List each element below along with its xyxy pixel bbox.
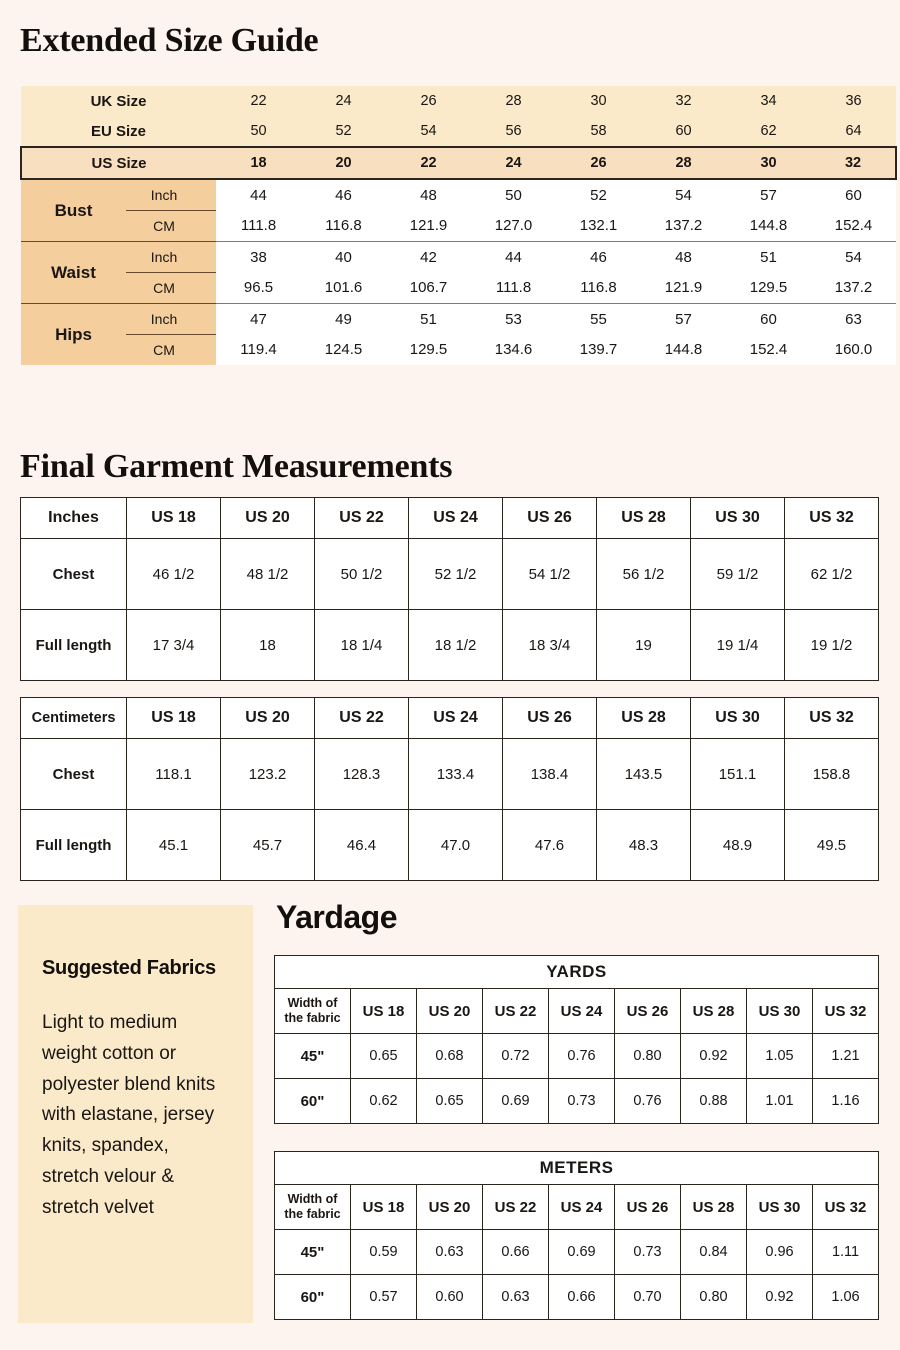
table-title-row [275, 956, 879, 989]
full-length-cm-value: 45.7 [221, 810, 315, 881]
full-length-inches-value: 19 [597, 610, 691, 681]
fabric-width-label: 60" [275, 1275, 351, 1320]
yards-value: 0.73 [549, 1079, 615, 1124]
chest-cm-value: 123.2 [221, 739, 315, 810]
bust-inch-value: 57 [726, 179, 811, 211]
bust-inch-value: 54 [641, 179, 726, 211]
column-header: US 22 [483, 989, 549, 1034]
table-row-45-inch-yards [275, 1034, 879, 1079]
us-size-value: 30 [726, 147, 811, 179]
yards-value: 1.16 [813, 1079, 879, 1124]
suggested-fabrics-heading: Suggested Fabrics [42, 957, 216, 979]
waist-inch-value: 44 [471, 242, 556, 273]
full-length-cm-value: 47.6 [503, 810, 597, 881]
column-header: US 30 [747, 1185, 813, 1230]
column-header: US 20 [221, 498, 315, 539]
eu-size-value: 58 [556, 116, 641, 147]
hips-inch-value: 47 [216, 304, 301, 335]
column-header: US 28 [597, 498, 691, 539]
hips-inch-value: 63 [811, 304, 896, 335]
full-length-inches-value: 19 1/4 [691, 610, 785, 681]
eu-size-value: 62 [726, 116, 811, 147]
bust-cm-value: 121.9 [386, 211, 471, 242]
table-header-row [275, 989, 879, 1034]
waist-inch-value: 40 [301, 242, 386, 273]
full-length-inches-value: 18 1/2 [409, 610, 503, 681]
chest-cm-value: 151.1 [691, 739, 785, 810]
column-header: US 32 [813, 989, 879, 1034]
table-row-full-length-inches [21, 610, 879, 681]
chest-cm-value: 118.1 [127, 739, 221, 810]
full-length-cm-value: 46.4 [315, 810, 409, 881]
us-size-value: 26 [556, 147, 641, 179]
waist-cm-value: 137.2 [811, 273, 896, 304]
column-header: US 32 [813, 1185, 879, 1230]
hips-cm-value: 119.4 [216, 335, 301, 366]
bust-inch-value: 48 [386, 179, 471, 211]
meters-value: 0.66 [549, 1275, 615, 1320]
table-row-waist-cm [21, 273, 896, 304]
eu-size-value: 52 [301, 116, 386, 147]
full-length-cm-value: 45.1 [127, 810, 221, 881]
column-header: US 26 [503, 498, 597, 539]
chest-cm-value: 138.4 [503, 739, 597, 810]
full-length-inches-value: 19 1/2 [785, 610, 879, 681]
uk-size-value: 24 [301, 86, 386, 116]
row-label-chest: Chest [21, 739, 127, 810]
yards-table-title: YARDS [275, 956, 879, 989]
yards-value: 0.68 [417, 1034, 483, 1079]
garment-measurements-centimeters-table [20, 697, 879, 881]
waist-inch-value: 46 [556, 242, 641, 273]
column-header: US 22 [483, 1185, 549, 1230]
meters-value: 1.11 [813, 1230, 879, 1275]
eu-size-value: 64 [811, 116, 896, 147]
waist-cm-value: 129.5 [726, 273, 811, 304]
yards-value: 1.01 [747, 1079, 813, 1124]
column-header: US 26 [615, 989, 681, 1034]
yards-value: 0.62 [351, 1079, 417, 1124]
width-of-fabric-header: Width of the fabric [275, 989, 351, 1034]
meters-table-title: METERS [275, 1152, 879, 1185]
uk-size-value: 26 [386, 86, 471, 116]
chest-inches-value: 52 1/2 [409, 539, 503, 610]
column-header: US 18 [127, 498, 221, 539]
yardage-yards-table [274, 955, 879, 1124]
table-row-hips-inch [21, 304, 896, 335]
uk-size-value: 34 [726, 86, 811, 116]
unit-label-cm: CM [126, 335, 216, 366]
meters-value: 0.66 [483, 1230, 549, 1275]
bust-cm-value: 132.1 [556, 211, 641, 242]
yards-value: 0.76 [615, 1079, 681, 1124]
full-length-cm-value: 48.3 [597, 810, 691, 881]
width-of-fabric-header: Width of the fabric [275, 1185, 351, 1230]
table-row-60-inch-yards [275, 1079, 879, 1124]
yards-value: 0.76 [549, 1034, 615, 1079]
eu-size-label: EU Size [21, 116, 216, 147]
us-size-value: 22 [386, 147, 471, 179]
us-size-value: 18 [216, 147, 301, 179]
hips-inch-value: 55 [556, 304, 641, 335]
meters-value: 0.69 [549, 1230, 615, 1275]
unit-label-cm: CM [126, 211, 216, 242]
hips-inch-value: 60 [726, 304, 811, 335]
row-label-full-length: Full length [21, 610, 127, 681]
hips-cm-value: 134.6 [471, 335, 556, 366]
full-length-cm-value: 48.9 [691, 810, 785, 881]
bust-cm-value: 144.8 [726, 211, 811, 242]
hips-cm-value: 129.5 [386, 335, 471, 366]
bust-cm-value: 127.0 [471, 211, 556, 242]
column-header: US 24 [409, 498, 503, 539]
hips-cm-value: 144.8 [641, 335, 726, 366]
bust-cm-value: 137.2 [641, 211, 726, 242]
eu-size-value: 60 [641, 116, 726, 147]
eu-size-value: 54 [386, 116, 471, 147]
chest-inches-value: 56 1/2 [597, 539, 691, 610]
suggested-fabrics-panel [18, 905, 253, 1323]
chest-inches-value: 54 1/2 [503, 539, 597, 610]
hips-inch-value: 51 [386, 304, 471, 335]
table-row-waist-inch [21, 242, 896, 273]
table-row-eu-size [21, 116, 896, 147]
full-length-inches-value: 17 3/4 [127, 610, 221, 681]
uk-size-value: 30 [556, 86, 641, 116]
waist-inch-value: 51 [726, 242, 811, 273]
column-header: US 28 [597, 698, 691, 739]
uk-size-value: 28 [471, 86, 556, 116]
bust-inch-value: 60 [811, 179, 896, 211]
yardage-meters-table [274, 1151, 879, 1320]
measurement-group-label-hips: Hips [21, 304, 126, 366]
us-size-value: 32 [811, 147, 896, 179]
column-header: US 32 [785, 698, 879, 739]
full-length-inches-value: 18 [221, 610, 315, 681]
column-header: US 20 [417, 1185, 483, 1230]
meters-value: 0.57 [351, 1275, 417, 1320]
column-header: US 20 [417, 989, 483, 1034]
table-header-row [21, 698, 879, 739]
column-header: US 18 [351, 1185, 417, 1230]
chest-inches-value: 62 1/2 [785, 539, 879, 610]
hips-cm-value: 160.0 [811, 335, 896, 366]
table-header-row [275, 1185, 879, 1230]
table-row-60-inch-meters [275, 1275, 879, 1320]
page-title-final-garment-measurements: Final Garment Measurements [20, 448, 453, 485]
bust-inch-value: 46 [301, 179, 386, 211]
unit-label-inch: Inch [126, 242, 216, 273]
meters-value: 0.60 [417, 1275, 483, 1320]
fabric-width-label: 45" [275, 1034, 351, 1079]
column-header: US 26 [615, 1185, 681, 1230]
eu-size-value: 50 [216, 116, 301, 147]
unit-label-inch: Inch [126, 304, 216, 335]
fabric-width-label: 60" [275, 1079, 351, 1124]
uk-size-value: 22 [216, 86, 301, 116]
column-header: US 18 [351, 989, 417, 1034]
fabric-width-label: 45" [275, 1230, 351, 1275]
meters-value: 0.92 [747, 1275, 813, 1320]
waist-inch-value: 42 [386, 242, 471, 273]
table-row-chest-cm [21, 739, 879, 810]
column-header: US 28 [681, 1185, 747, 1230]
yards-value: 0.72 [483, 1034, 549, 1079]
column-header: US 18 [127, 698, 221, 739]
suggested-fabrics-body-text: Light to medium weight cotton or polyester blend knits with elastane, jersey knits, spandex, stretch velour & stretch velvet [42, 1012, 216, 1218]
row-label-chest: Chest [21, 539, 127, 610]
yards-value: 1.21 [813, 1034, 879, 1079]
row-label-full-length: Full length [21, 810, 127, 881]
waist-cm-value: 96.5 [216, 273, 301, 304]
size-guide-table [20, 86, 897, 365]
table-row-uk-size [21, 86, 896, 116]
meters-value: 0.84 [681, 1230, 747, 1275]
chest-inches-value: 50 1/2 [315, 539, 409, 610]
full-length-inches-value: 18 3/4 [503, 610, 597, 681]
hips-cm-value: 152.4 [726, 335, 811, 366]
column-header: US 32 [785, 498, 879, 539]
uk-size-value: 36 [811, 86, 896, 116]
chest-inches-value: 46 1/2 [127, 539, 221, 610]
table-row-45-inch-meters [275, 1230, 879, 1275]
chest-cm-value: 133.4 [409, 739, 503, 810]
column-header: US 30 [691, 698, 785, 739]
hips-cm-value: 139.7 [556, 335, 641, 366]
table-row-full-length-cm [21, 810, 879, 881]
waist-inch-value: 38 [216, 242, 301, 273]
column-header: US 20 [221, 698, 315, 739]
garment-measurements-inches-table [20, 497, 879, 681]
column-header: US 30 [747, 989, 813, 1034]
column-header: US 30 [691, 498, 785, 539]
bust-cm-value: 116.8 [301, 211, 386, 242]
table-row-hips-cm [21, 335, 896, 366]
waist-cm-value: 111.8 [471, 273, 556, 304]
chest-inches-value: 59 1/2 [691, 539, 785, 610]
us-size-value: 28 [641, 147, 726, 179]
yards-value: 0.65 [417, 1079, 483, 1124]
bust-inch-value: 44 [216, 179, 301, 211]
table-row-us-size [21, 147, 896, 179]
waist-inch-value: 54 [811, 242, 896, 273]
corner-label-inches: Inches [21, 498, 127, 539]
waist-cm-value: 106.7 [386, 273, 471, 304]
table-title-row [275, 1152, 879, 1185]
table-row-bust-cm [21, 211, 896, 242]
yards-value: 0.80 [615, 1034, 681, 1079]
column-header: US 24 [549, 1185, 615, 1230]
yards-value: 0.65 [351, 1034, 417, 1079]
full-length-cm-value: 49.5 [785, 810, 879, 881]
column-header: US 24 [409, 698, 503, 739]
hips-inch-value: 49 [301, 304, 386, 335]
meters-value: 0.70 [615, 1275, 681, 1320]
chest-inches-value: 48 1/2 [221, 539, 315, 610]
table-header-row [21, 498, 879, 539]
us-size-value: 24 [471, 147, 556, 179]
meters-value: 1.06 [813, 1275, 879, 1320]
measurement-group-label-waist: Waist [21, 242, 126, 304]
full-length-inches-value: 18 1/4 [315, 610, 409, 681]
waist-inch-value: 48 [641, 242, 726, 273]
column-header: US 22 [315, 698, 409, 739]
meters-value: 0.80 [681, 1275, 747, 1320]
column-header: US 24 [549, 989, 615, 1034]
meters-value: 0.96 [747, 1230, 813, 1275]
chest-cm-value: 158.8 [785, 739, 879, 810]
us-size-label: US Size [21, 147, 216, 179]
hips-inch-value: 57 [641, 304, 726, 335]
bust-cm-value: 152.4 [811, 211, 896, 242]
bust-inch-value: 52 [556, 179, 641, 211]
meters-value: 0.63 [417, 1230, 483, 1275]
column-header: US 22 [315, 498, 409, 539]
yards-value: 1.05 [747, 1034, 813, 1079]
meters-value: 0.59 [351, 1230, 417, 1275]
page-title-extended-size-guide: Extended Size Guide [20, 22, 319, 59]
meters-value: 0.63 [483, 1275, 549, 1320]
hips-cm-value: 124.5 [301, 335, 386, 366]
column-header: US 28 [681, 989, 747, 1034]
yards-value: 0.69 [483, 1079, 549, 1124]
chest-cm-value: 143.5 [597, 739, 691, 810]
table-row-chest-inches [21, 539, 879, 610]
yards-value: 0.88 [681, 1079, 747, 1124]
full-length-cm-value: 47.0 [409, 810, 503, 881]
page-title-yardage: Yardage [276, 899, 398, 935]
unit-label-inch: Inch [126, 179, 216, 211]
measurement-group-label-bust: Bust [21, 179, 126, 242]
bust-cm-value: 111.8 [216, 211, 301, 242]
eu-size-value: 56 [471, 116, 556, 147]
meters-value: 0.73 [615, 1230, 681, 1275]
waist-cm-value: 101.6 [301, 273, 386, 304]
waist-cm-value: 116.8 [556, 273, 641, 304]
bust-inch-value: 50 [471, 179, 556, 211]
us-size-value: 20 [301, 147, 386, 179]
chest-cm-value: 128.3 [315, 739, 409, 810]
yards-value: 0.92 [681, 1034, 747, 1079]
uk-size-value: 32 [641, 86, 726, 116]
hips-inch-value: 53 [471, 304, 556, 335]
column-header: US 26 [503, 698, 597, 739]
unit-label-cm: CM [126, 273, 216, 304]
waist-cm-value: 121.9 [641, 273, 726, 304]
corner-label-centimeters: Centimeters [21, 698, 127, 739]
table-row-bust-inch [21, 179, 896, 211]
uk-size-label: UK Size [21, 86, 216, 116]
